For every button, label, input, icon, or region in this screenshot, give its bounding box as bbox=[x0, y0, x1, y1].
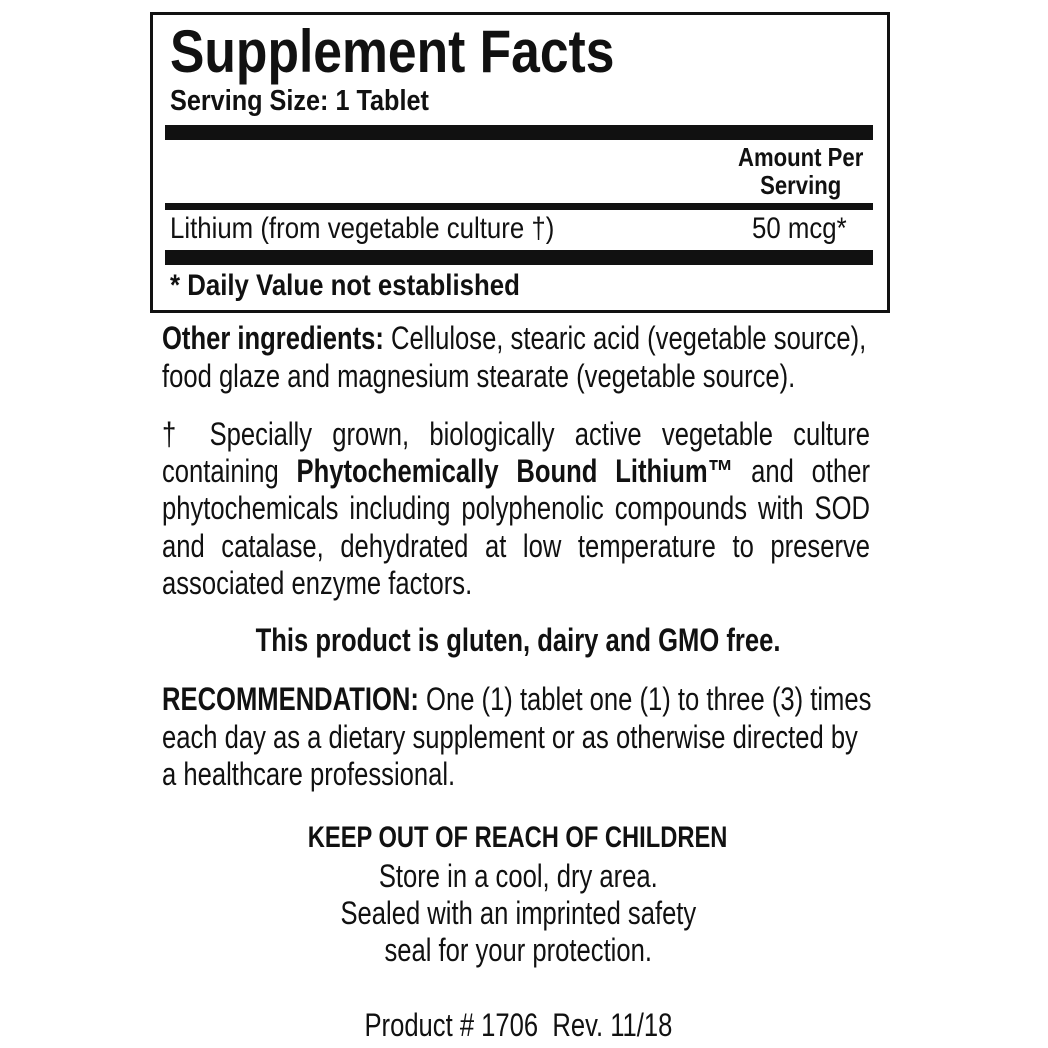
recommendation-line-1 bbox=[162, 680, 1048, 718]
other-ingredients-list-end: food glaze and magnesium stearate (vegetable source). bbox=[162, 358, 796, 394]
nutrient-name: Lithium (from vegetable culture †) bbox=[170, 212, 555, 245]
free-from-text: This product is gluten, dairy and GMO free. bbox=[255, 622, 781, 658]
recommendation-text-2: each day as a dietary supplement or as otherwise directed by bbox=[162, 719, 858, 755]
serving-size-text: Serving Size: 1 Tablet bbox=[170, 85, 429, 117]
amount-header-text-2: Serving bbox=[760, 170, 842, 200]
recommendation-line-2 bbox=[162, 718, 1032, 756]
recommendation-line-3 bbox=[162, 755, 528, 793]
storage-line-3 bbox=[0, 931, 1036, 969]
culture-note-text-3: phytochemicals including polyphenolic compounds with SOD bbox=[162, 490, 870, 526]
recommendation-text-1: One (1) tablet one (1) to three (3) times bbox=[426, 681, 872, 717]
culture-note-line-1 bbox=[162, 415, 870, 453]
product-info bbox=[0, 1006, 1036, 1044]
nutrient-row-amount bbox=[752, 212, 862, 246]
culture-note-text-5: associated enzyme factors. bbox=[162, 565, 473, 601]
medium-divider bbox=[165, 203, 873, 210]
recommendation-line-1-text bbox=[162, 680, 871, 718]
nutrient-amount: 50 mcg* bbox=[752, 212, 847, 245]
panel-title-text: Supplement Facts bbox=[170, 18, 615, 85]
culture-note-line-2 bbox=[162, 452, 870, 490]
culture-note-line-3 bbox=[162, 489, 870, 527]
recommendation-text-3: a healthcare professional. bbox=[162, 756, 456, 792]
culture-note-text-4: and catalase, dehydrated at low temperature to preserve bbox=[162, 528, 870, 564]
amount-header-line-1 bbox=[701, 143, 901, 171]
panel-title bbox=[170, 18, 687, 85]
culture-note-line-4 bbox=[162, 527, 870, 565]
child-warning-text: KEEP OUT OF REACH OF CHILDREN bbox=[308, 821, 728, 854]
nutrient-row-name bbox=[170, 212, 617, 246]
culture-note-text-2a: containing bbox=[162, 453, 279, 489]
storage-line-1 bbox=[0, 857, 1036, 895]
other-ingredients-line-2 bbox=[162, 357, 954, 395]
thick-divider-top bbox=[165, 125, 873, 140]
culture-note-line-5 bbox=[162, 564, 550, 602]
other-ingredients-line-1-text bbox=[162, 319, 866, 357]
culture-note-text-2b: and other bbox=[751, 453, 870, 489]
other-ingredients-label: Other ingredients: bbox=[162, 320, 384, 356]
culture-note-text-1: † Specially grown, biologically active vegetable culture bbox=[162, 416, 870, 452]
free-from-statement bbox=[0, 621, 1036, 659]
serving-size bbox=[170, 84, 468, 118]
culture-note-bold-name: Phytochemically Bound Lithium™ bbox=[296, 453, 734, 489]
storage-text-1: Store in a cool, dry area. bbox=[378, 858, 658, 894]
other-ingredients-line-1 bbox=[162, 319, 1042, 357]
recommendation-label: RECOMMENDATION: bbox=[162, 681, 419, 717]
storage-line-2 bbox=[0, 894, 1036, 932]
amount-header-text-1: Amount Per bbox=[738, 142, 864, 172]
other-ingredients-list-start: Cellulose, stearic acid (vegetable source), bbox=[391, 320, 867, 356]
product-info-text: Product # 1706 Rev. 11/18 bbox=[364, 1007, 672, 1043]
storage-text-2: Sealed with an imprinted safety bbox=[340, 895, 696, 931]
daily-value-footnote bbox=[170, 269, 577, 303]
daily-value-footnote-text: * Daily Value not established bbox=[170, 269, 520, 302]
thick-divider-bottom bbox=[165, 250, 873, 265]
amount-header-line-2 bbox=[701, 171, 901, 199]
storage-text-3: seal for your protection. bbox=[384, 932, 652, 968]
child-warning bbox=[0, 819, 1036, 857]
